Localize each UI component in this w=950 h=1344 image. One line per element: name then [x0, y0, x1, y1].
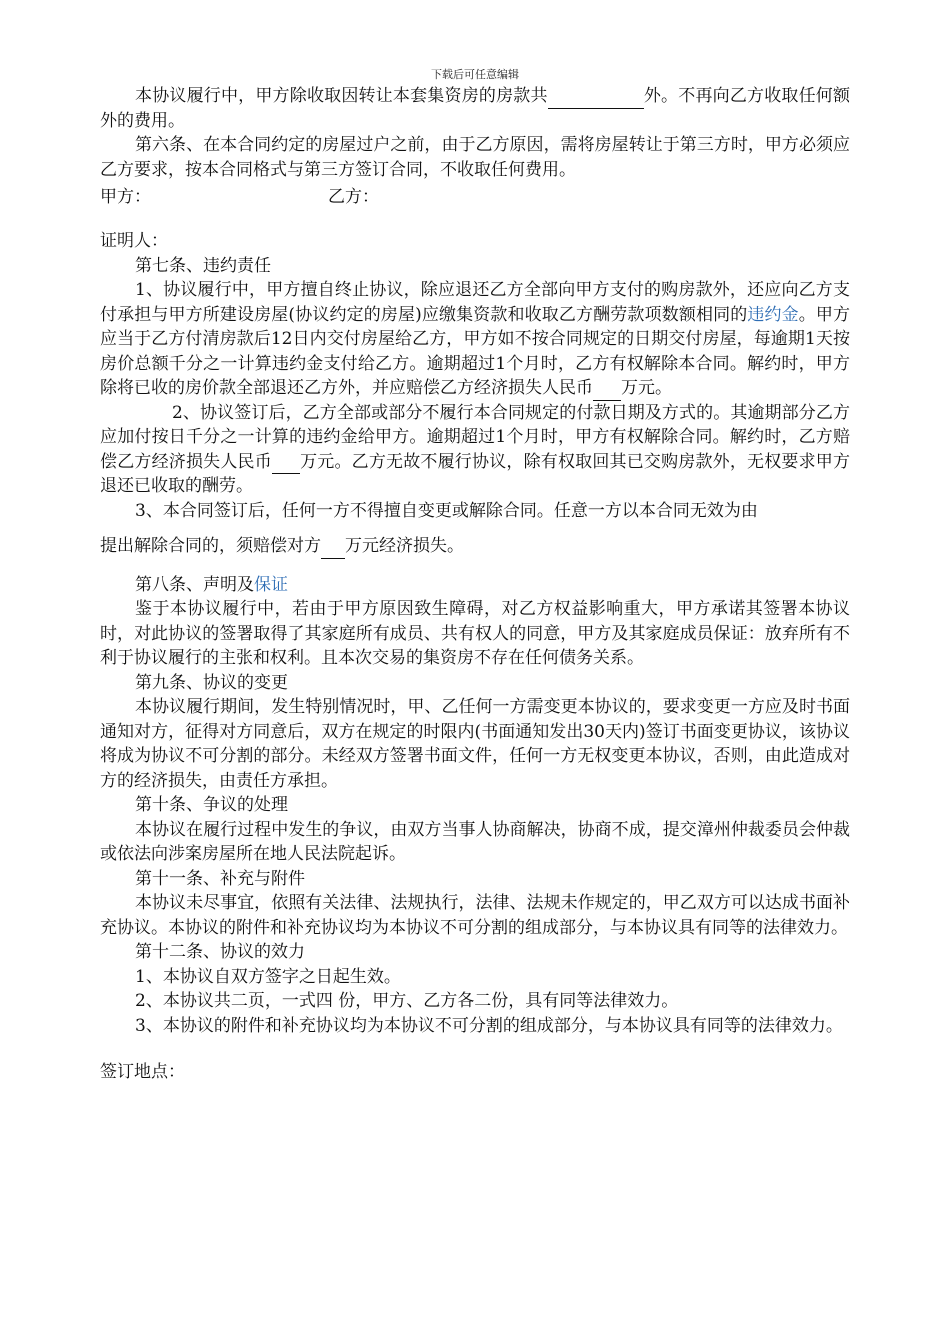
text-7-2b: 万元。乙方无故不履行协议，除有权取回其已交购房款外，无权要求甲方退还已收取的酬劳。	[100, 451, 850, 496]
article-9-title: 第九条、协议的变更	[135, 672, 288, 693]
spacer	[100, 1038, 850, 1060]
article-12-title: 第十二条、协议的效力	[135, 942, 305, 962]
spacer	[100, 207, 850, 229]
text-fee-a: 本协议履行中，甲方除收取因转让本套集资房的房款共	[135, 86, 548, 106]
spacer	[100, 559, 850, 573]
article-9-body: 本协议履行期间，发生特别情况时，甲、乙任何一方需变更本协议的，要求变更一方应及时书面通知对方，征得对方同意后，双方在规定的时限内(书面通知发出30天内)签订书面变更协议，该协议将成为协议不可分割的部分。未经双方签署书面文件，任何一方无权变更本协议，否则，由此造成对方的经济损失，由责任方承担。	[100, 697, 850, 791]
link-liquidated-damages[interactable]: 违约金	[747, 304, 799, 325]
article-10-title: 第十条、争议的处理	[135, 795, 288, 815]
article-11-body: 本协议未尽事宜，依照有关法律、法规执行，法律、法规未作规定的，甲乙双方可以达成书面补充协议。本协议的附件和补充协议均为本协议不可分割的组成部分，与本协议具有同等的法律效力。	[100, 893, 850, 938]
party-b-label: 乙方：	[328, 187, 379, 207]
text-8-title: 第八条、声明及	[135, 574, 254, 595]
article-7-clause-3-cont	[100, 534, 850, 559]
page-header: 下载后可任意编辑	[431, 68, 519, 81]
text-7-1b: 。甲方应当于乙方付清房款后12日内交付房屋给乙方，甲方如不按合同规定的日期交付房屋，每逾期1天按房价总额千分之一计算违约金支付给乙方。逾期超过1个月时，乙方有权解除本合同。解约时，甲方除将已收的房价款全部退还乙方外，并应赔偿乙方经济损失人民币	[100, 304, 851, 398]
document-body	[100, 84, 850, 1085]
blank-fee-amount[interactable]	[548, 90, 644, 109]
blank-compensation-1[interactable]	[593, 382, 621, 401]
text-7-3c: 万元经济损失。	[345, 536, 464, 556]
article-7-clause-2	[100, 401, 850, 499]
text-7-1a: 1、协议履行中，甲方擅自终止协议，除应退还乙方全部向甲方支付的购房款外，还应向乙方支付承担与甲方所建设房屋(协议约定的房屋)应缴集资款和收取乙方酬劳款项数额相同的	[100, 280, 850, 325]
witness-label: 证明人：	[100, 231, 168, 251]
signature-row	[100, 182, 850, 207]
signing-place-label: 签订地点：	[100, 1062, 185, 1082]
party-a-label: 甲方：	[100, 187, 151, 207]
article-6: 第六条、在本合同约定的房屋过户之前，由于乙方原因，需将房屋转让于第三方时，甲方必须应乙方要求，按本合同格式与第三方签订合同，不收取任何费用。	[100, 135, 850, 180]
spacer	[100, 523, 850, 534]
article-12-clause-2: 2、本协议共二页，一式四 份，甲方、乙方各二份，具有同等法律效力。	[135, 991, 679, 1011]
link-guarantee[interactable]: 保证	[254, 574, 288, 595]
article-12-clause-1: 1、本协议自双方签字之日起生效。	[135, 966, 401, 987]
article-12-clause-3: 3、本协议的附件和补充协议均为本协议不可分割的组成部分，与本协议具有同等的法律效力。	[135, 1015, 843, 1036]
article-7-clause-1	[100, 278, 850, 401]
blank-compensation-3[interactable]	[321, 540, 345, 559]
article-7-title: 第七条、违约责任	[135, 255, 271, 276]
article-8-title	[100, 573, 850, 598]
text-7-1c: 万元。	[621, 378, 672, 398]
article-11-title: 第十一条、补充与附件	[135, 868, 305, 889]
article-8-body: 鉴于本协议履行中，若由于甲方原因致生障碍，对乙方权益影响重大，甲方承诺其签署本协议时，对此协议的签署取得了其家庭所有成员、共有权人的同意，甲方及其家庭成员保证：放弃所有不利于协议履行的主张和权利。且本次交易的集资房不存在任何债务关系。	[100, 599, 850, 668]
text-7-2a: 2、协议签订后，乙方全部或部分不履行本合同规定的付款日期及方式的。其逾期部分乙方应加付按日千分之一计算的违约金给甲方。逾期超过1个月时，甲方有权解除合同。解约时，乙方赔偿乙方经济损失人民币	[100, 402, 850, 472]
text-fee-b: 外。不再向乙方收取任何额外的费用。	[100, 86, 851, 131]
article-10-body: 本协议在履行过程中发生的争议，由双方当事人协商解决，协商不成，提交漳州仲裁委员会仲裁或依法向涉案房屋所在地人民法院起诉。	[100, 819, 850, 864]
paragraph-fee	[100, 84, 850, 133]
text-7-3b: 提出解除合同的，须赔偿对方	[100, 536, 321, 556]
article-7-clause-3: 3、本合同签订后，任何一方不得擅自变更或解除合同。任意一方以本合同无效为由	[135, 500, 758, 521]
blank-compensation-2[interactable]	[272, 455, 300, 474]
